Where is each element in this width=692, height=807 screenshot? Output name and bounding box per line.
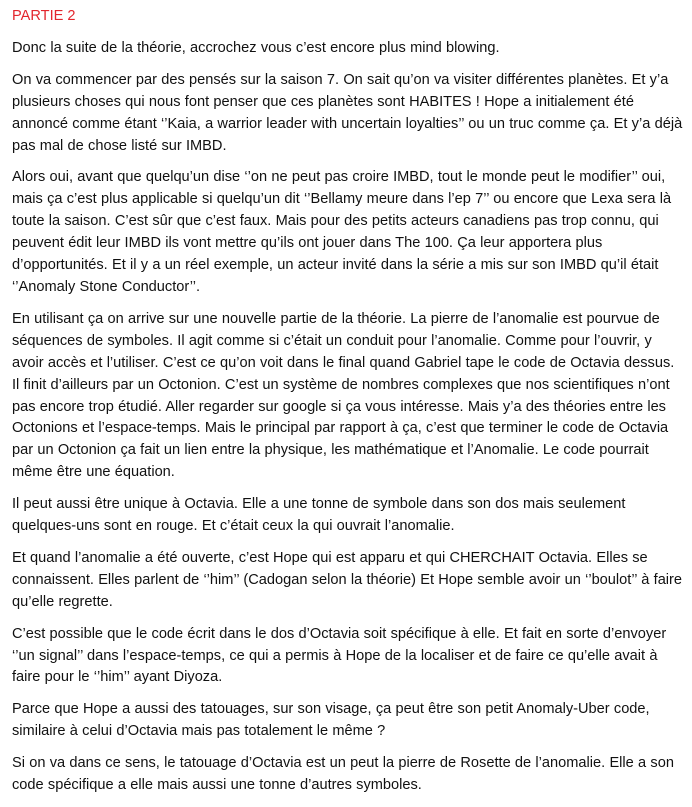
paragraph-9: Si on va dans ce sens, le tatouage d’Octavia est un peut la pierre de Rosette de l’anomalie. Elle a son code spécifique a elle mais aussi une tonne d’autres symboles.	[12, 755, 674, 794]
paragraph-8: Parce que Hope a aussi des tatouages, sur son visage, ça peut être son petit Anomaly-Uber code, similaire à celui d’Octavia mais pas totalement le même ?	[12, 701, 650, 740]
document-page	[12, 6, 684, 807]
paragraph-5: Il peut aussi être unique à Octavia. Elle a une tonne de symbole dans son dos mais seulement quelques-uns sont en rouge. Et c’était ceux la qui ouvrait l’anomalie.	[12, 496, 626, 535]
paragraph-3: Alors oui, avant que quelqu’un dise ‘’on ne peut pas croire IMBD, tout le monde peut le modifier’’ oui, mais ça c’est plus applicable si quelqu’un dit ‘’Bellamy meure dans l’ep 7’’ ou encore que Lexa sera là toute la saison. C’est sûr que c’est faux. Mais pour des petits acteurs canadiens pas trop connu, qui peuvent édit leur IMBD ils vont mettre qu’ils ont jouer dans The 100. Ça leur apportera plus d’opportunités. Et il y a un réel exemple, un acteur invité dans la série a mis sur son IMBD qu’il était ‘’Anomaly Stone Conductor’’.	[12, 169, 672, 295]
section-heading: PARTIE 2	[12, 8, 76, 24]
paragraph-7: C’est possible que le code écrit dans le dos d’Octavia soit spécifique à elle. Et fait en sorte d’envoyer ‘’un signal’’ dans l’espace-temps, ce qui a permis à Hope de la localiser et de faire ce qu’elle avait à faire pour le ‘’him’’ ayant Diyoza.	[12, 625, 667, 686]
paragraph-4: En utilisant ça on arrive sur une nouvelle partie de la théorie. La pierre de l’anomalie est pourvue de séquences de symboles. Il agit comme si c’était un conduit pour l’anomalie. Comme pour l’ouvrir, y avoir accès et l’utiliser. C’est ce qu’on voit dans le final quand Gabriel tape le code de Octavia dessus. Il finit d’ailleurs par un Octonion. C’est un système de nombres complexes que nos scientifiques n’ont pas encore trop étudié. Aller regarder sur google si ça vous intéresse. Mais y’a des théories entre les Octonions et l’espace-temps. Mais le principal par rapport à ça, c’est que terminer le code de Octavia par un Octonion ça fait un lien entre la physique, les mathématique et l’Anomalie. Le code pourrait même être une équation.	[12, 310, 675, 481]
paragraph-1: Donc la suite de la théorie, accrochez vous c’est encore plus mind blowing.	[12, 39, 500, 56]
paragraph-2: On va commencer par des pensés sur la saison 7. On sait qu’on va visiter différentes planètes. Et y’a plusieurs choses qui nous font penser que ces planètes sont HABITES ! Hope a initialement été annoncé comme étant ‘’Kaia, a warrior leader with uncertain loyalties’’ ou un truc comme ça. Et y’a déjà pas mal de chose listé sur IMBD.	[12, 71, 683, 154]
paragraph-6: Et quand l’anomalie a été ouverte, c’est Hope qui est apparu et qui CHERCHAIT Octavia. Elles se connaissent. Elles parlent de ‘’him’’ (Cadogan selon la théorie) Et Hope semble avoir un ‘’boulot’’ à faire qu’elle regrette.	[12, 549, 683, 610]
